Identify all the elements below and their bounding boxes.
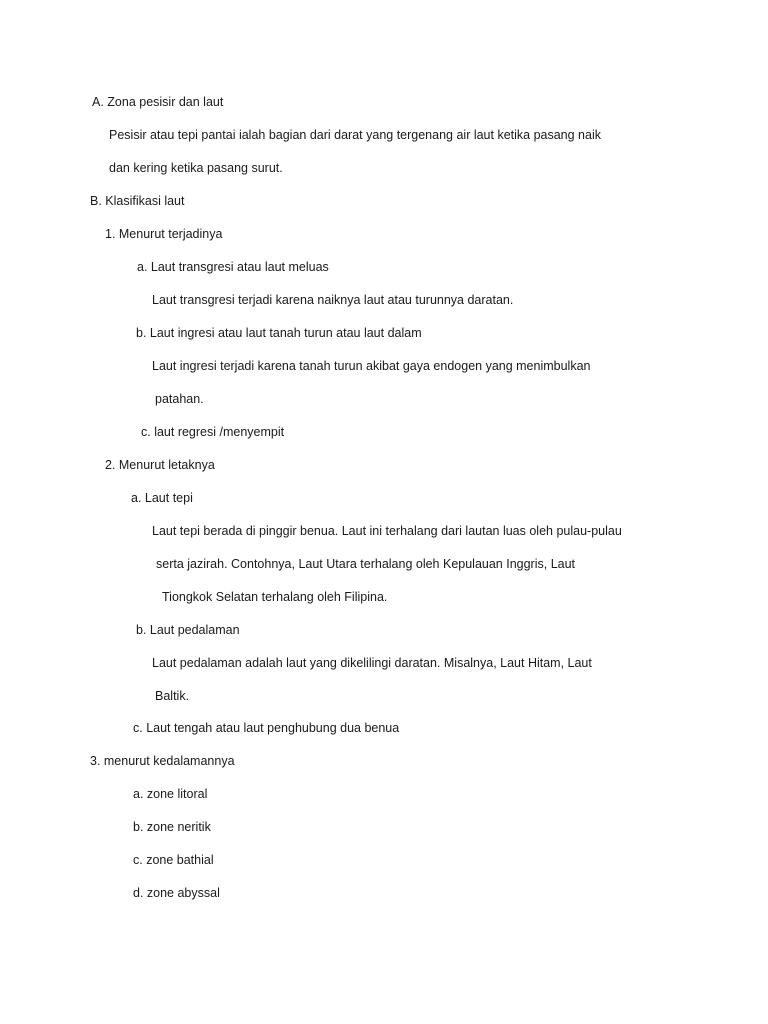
item-zone-litoral: a. zone litoral	[133, 787, 208, 801]
paragraph-laut-tepi-line-3: Tiongkok Selatan terhalang oleh Filipina.	[162, 590, 388, 604]
paragraph-pesisir-line-1: Pesisir atau tepi pantai ialah bagian dari darat yang tergenang air laut ketika pasang naik	[109, 128, 601, 142]
subheading-menurut-kedalamannya: 3. menurut kedalamannya	[90, 754, 235, 768]
subheading-menurut-terjadinya: 1. Menurut terjadinya	[105, 227, 223, 241]
item-zone-neritik: b. zone neritik	[133, 820, 211, 834]
paragraph-pedalaman-line-1: Laut pedalaman adalah laut yang dikelilingi daratan. Misalnya, Laut Hitam, Laut	[152, 656, 592, 670]
paragraph-ingresi-line-2: patahan.	[155, 392, 204, 406]
paragraph-ingresi-line-1: Laut ingresi terjadi karena tanah turun akibat gaya endogen yang menimbulkan	[152, 359, 591, 373]
item-laut-transgresi: a. Laut transgresi atau laut meluas	[137, 260, 329, 274]
paragraph-laut-tepi-line-2: serta jazirah. Contohnya, Laut Utara terhalang oleh Kepulauan Inggris, Laut	[156, 557, 576, 571]
item-laut-ingresi: b. Laut ingresi atau laut tanah turun atau laut dalam	[136, 326, 422, 340]
paragraph-pedalaman-line-2: Baltik.	[155, 689, 190, 703]
item-zone-bathial: c. zone bathial	[133, 853, 214, 867]
item-laut-tengah: c. Laut tengah atau laut penghubung dua benua	[133, 721, 400, 735]
item-laut-regresi: c. laut regresi /menyempit	[141, 425, 285, 439]
item-zone-abyssal: d. zone abyssal	[133, 886, 220, 900]
item-laut-tepi: a. Laut tepi	[131, 491, 193, 505]
paragraph-pesisir-line-2: dan kering ketika pasang surut.	[109, 161, 283, 175]
heading-a-zona-pesisir: A. Zona pesisir dan laut	[92, 95, 224, 109]
paragraph-laut-tepi-line-1: Laut tepi berada di pinggir benua. Laut ini terhalang dari lautan luas oleh pulau-pulau	[152, 524, 622, 538]
item-laut-pedalaman: b. Laut pedalaman	[136, 623, 240, 637]
subheading-menurut-letaknya: 2. Menurut letaknya	[105, 458, 215, 472]
paragraph-transgresi: Laut transgresi terjadi karena naiknya laut atau turunnya daratan.	[152, 293, 514, 307]
heading-b-klasifikasi-laut: B. Klasifikasi laut	[90, 194, 185, 208]
